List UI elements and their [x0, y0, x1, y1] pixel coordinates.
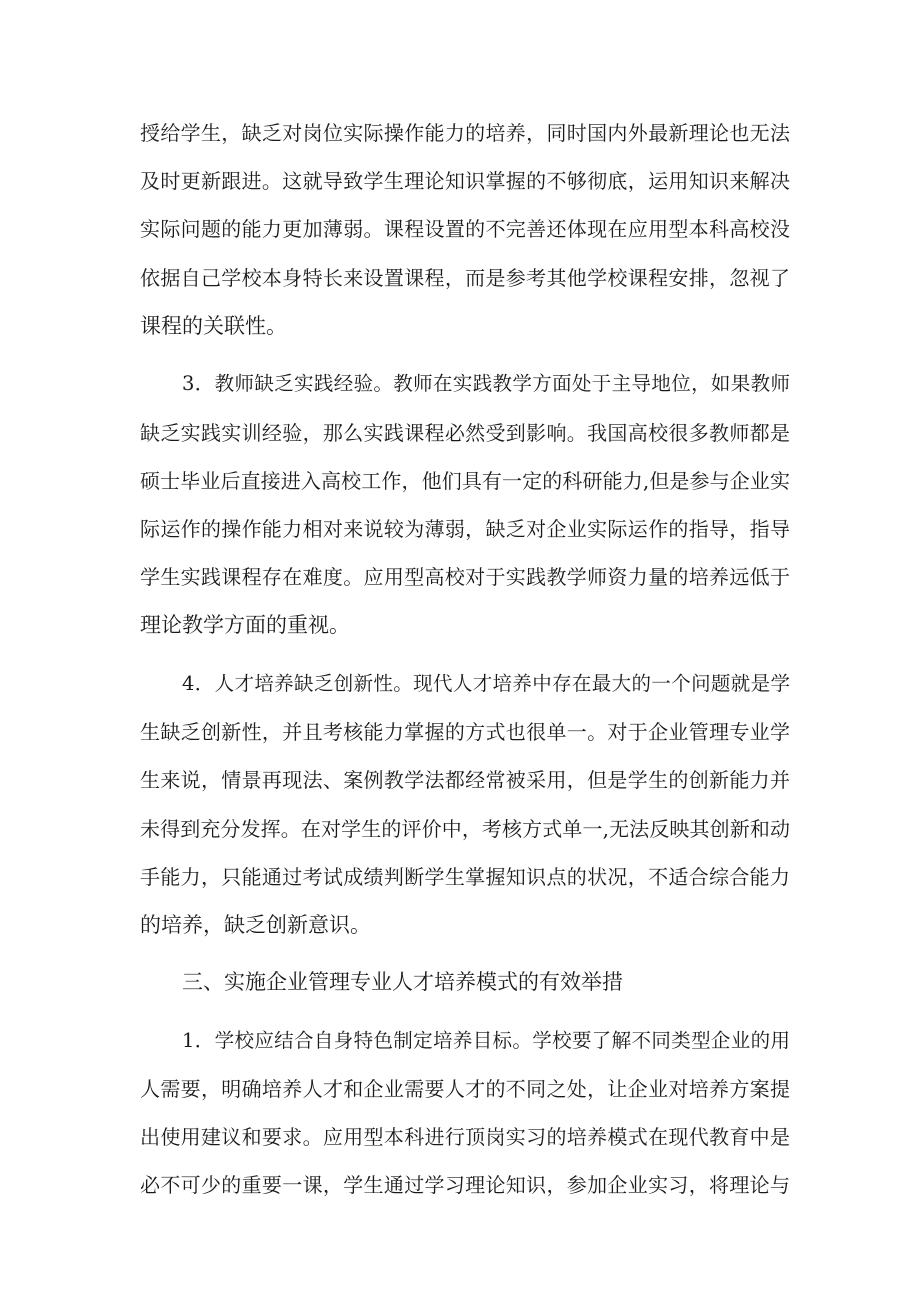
text-line: 依据自己学校本身特长来设置课程，而是参考其他学校课程安排，忽视了 — [140, 266, 790, 290]
text-line: 手能力，只能通过考试成绩判断学生掌握知识点的状况，不适合综合能力 — [140, 865, 790, 889]
text-line: 实际问题的能力更加薄弱。课程设置的不完善还体现在应用型本科高校没 — [140, 217, 790, 241]
text-line: 3．教师缺乏实践经验。教师在实践教学方面处于主导地位，如果教师 — [182, 372, 790, 395]
text-line: 及时更新跟进。这就导致学生理论知识掌握的不够彻底，运用知识来解决 — [140, 169, 790, 193]
text-line: 出使用建议和要求。应用型本科进行顶岗实习的培养模式在现代教育中是 — [140, 1125, 790, 1149]
text-line: 4．人才培养缺乏创新性。现代人才培养中存在最大的一个问题就是学 — [182, 672, 790, 695]
text-line: 的培养，缺乏创新意识。 — [140, 913, 371, 937]
text-line: 课程的关联性。 — [140, 314, 287, 338]
text-line: 人需要，明确培养人才和企业需要人才的不同之处，让企业对培养方案提 — [140, 1077, 790, 1101]
text-line: 未得到充分发挥。在对学生的评价中，考核方式单一,无法反映其创新和动 — [140, 817, 790, 841]
text-line: 生来说，情景再现法、案例教学法都经常被采用，但是学生的创新能力并 — [140, 768, 790, 792]
text-line: 缺乏实践实训经验，那么实践课程必然受到影响。我国高校很多教师都是 — [140, 421, 790, 445]
text-line: 授给学生，缺乏对岗位实际操作能力的培养，同时国内外最新理论也无法 — [140, 121, 790, 145]
text-line: 学生实践课程存在难度。应用型高校对于实践教学师资力量的培养远低于 — [140, 565, 790, 589]
text-line: 际运作的操作能力相对来说较为薄弱，缺乏对企业实际运作的指导，指导 — [140, 517, 790, 541]
text-line: 1．学校应结合自身特色制定培养目标。学校要了解不同类型企业的用 — [182, 1029, 790, 1052]
text-line: 必不可少的重要一课，学生通过学习理论知识，参加企业实习，将理论与 — [140, 1173, 790, 1197]
text-line: 硕士毕业后直接进入高校工作，他们具有一定的科研能力,但是参与企业实 — [140, 469, 790, 493]
section-heading: 三、实施企业管理专业人才培养模式的有效举措 — [182, 970, 623, 994]
text-line: 生缺乏创新性，并且考核能力掌握的方式也很单一。对于企业管理专业学 — [140, 720, 790, 744]
text-line: 理论教学方面的重视。 — [140, 613, 350, 637]
